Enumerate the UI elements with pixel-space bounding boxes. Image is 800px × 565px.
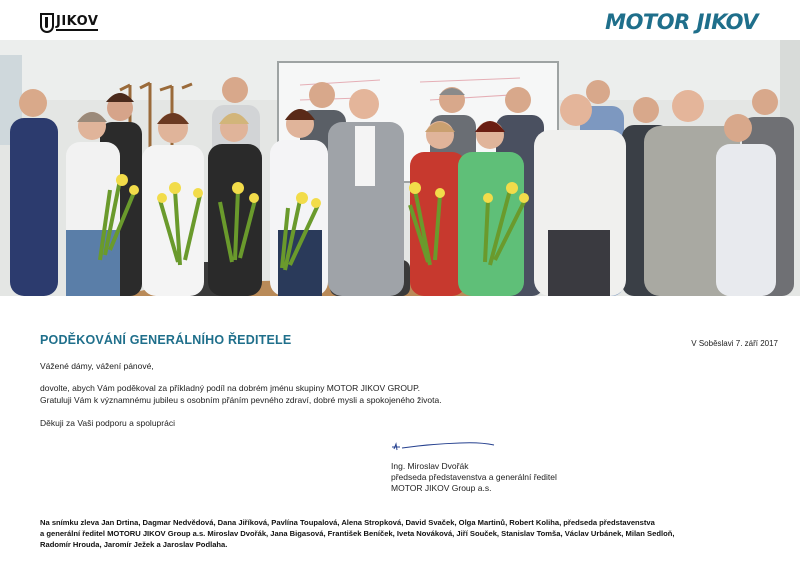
j-emblem-icon <box>40 13 54 33</box>
caption-line-1: Na snímku zleva Jan Drtina, Dagmar Nedvědová, Dana Jiříková, Pavlína Toupalová, Alena Stropková, David Svaček, Olga Martinů, Robert Koliha, předseda představenstva <box>40 518 655 527</box>
signature-block <box>391 461 557 494</box>
motor-jikov-logo: MOTOR JIKOV <box>605 10 758 34</box>
signatory-name: Ing. Miroslav Dvořák <box>391 461 469 471</box>
salutation: Vážené dámy, vážení pánové, <box>40 361 154 371</box>
paragraph-line-1: dovolte, abych Vám poděkoval za příkladný podíl na dobrém jménu skupiny MOTOR JIKOV GROUP. <box>40 383 421 393</box>
caption-line-3: Radomír Hrouda, Jaromír Ježek a Jaroslav Podlaha. <box>40 540 228 549</box>
thanks-line: Děkuji za Vaši podporu a spolupráci <box>40 418 175 428</box>
caption-line-2: a generální ředitel MOTORU JIKOV Group a.s. Miroslav Dvořák, Jana Bigasová, František Beníček, Iveta Nováková, Jiří Souček, Stanislav Tomša, Václav Urbánek, Milan Sedloň, <box>40 529 675 538</box>
signatory-role-1: předseda představenstva a generální ředitel <box>391 472 557 482</box>
paragraph-line-2: Gratuluji Vám k významnému jubileu s osobním přáním pevného zdraví, dobré mysli a spokojeného života. <box>40 395 442 405</box>
jikov-logo <box>40 12 98 34</box>
header <box>0 0 800 40</box>
group-photo-icon <box>0 40 800 296</box>
signature-icon <box>390 436 500 456</box>
letter-date: V Soběslavi 7. září 2017 <box>691 339 778 348</box>
letter-title: PODĚKOVÁNÍ GENERÁLNÍHO ŘEDITELE <box>40 333 292 347</box>
group-photo <box>0 40 800 296</box>
signatory-role-2: MOTOR JIKOV Group a.s. <box>391 483 492 493</box>
photo-caption <box>40 517 780 550</box>
jikov-logo-text: JIKOV <box>56 14 99 29</box>
